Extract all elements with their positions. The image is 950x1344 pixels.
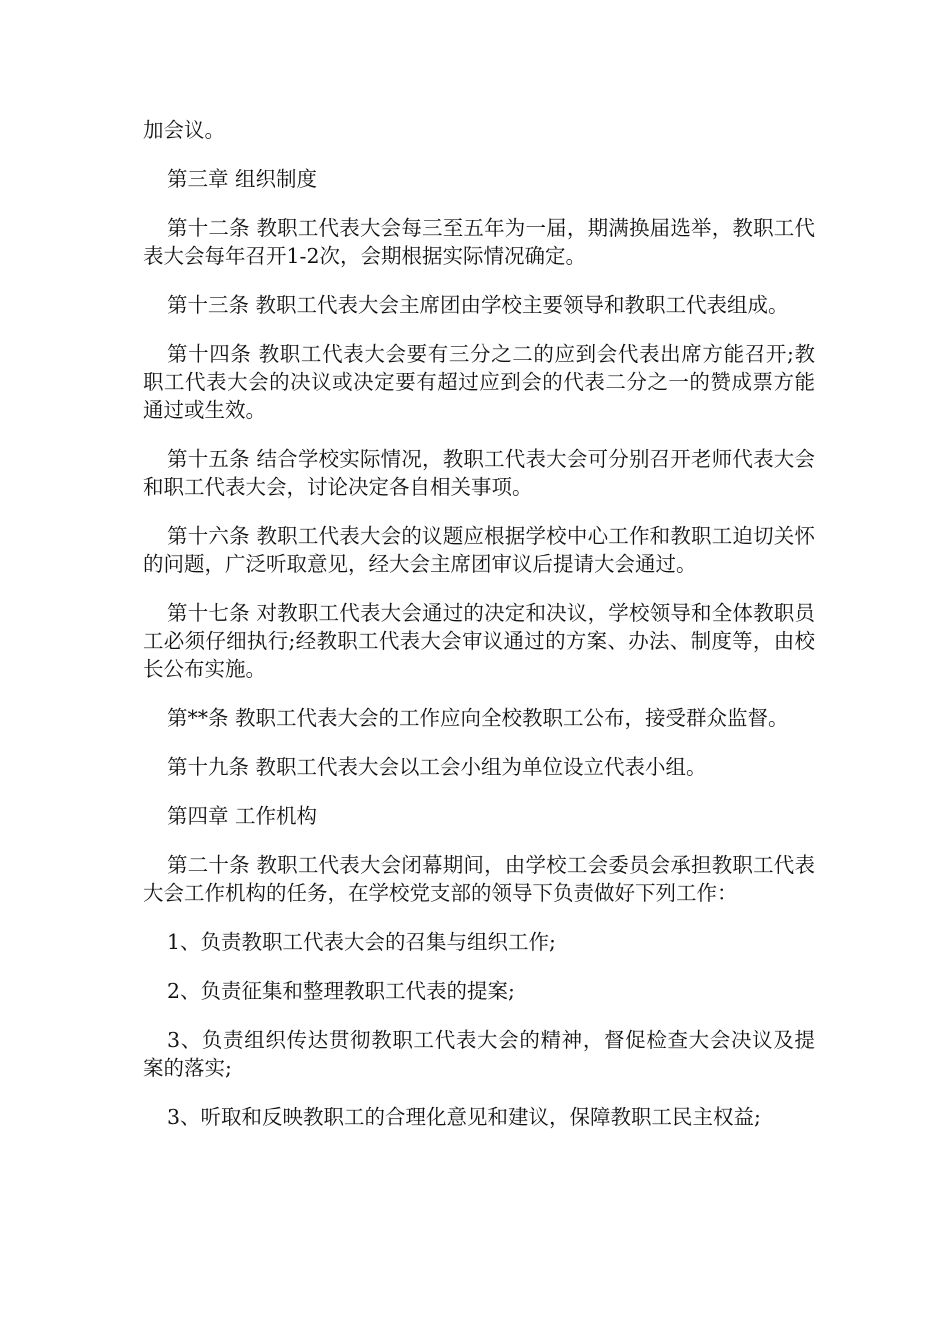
list-item: 2、负责征集和整理教职工代表的提案; (167, 979, 515, 1003)
article-paragraph: 第十二条 教职工代表大会每三至五年为一届，期满换届选举，教职工代表大会每年召开1-2次，会期根据实际情况确定。 (143, 216, 815, 268)
article-paragraph: 第十五条 结合学校实际情况，教职工代表大会可分别召开老师代表大会和职工代表大会，讨论决定各自相关事项。 (143, 447, 815, 499)
article-paragraph: 第十九条 教职工代表大会以工会小组为单位设立代表小组。 (167, 755, 707, 779)
article-paragraph: 第十七条 对教职工代表大会通过的决定和决议，学校领导和全体教职员工必须仔细执行;经教职工代表大会审议通过的方案、办法、制度等，由校长公布实施。 (143, 601, 815, 681)
chapter-heading: 第四章 工作机构 (167, 804, 318, 828)
list-item: 1、负责教职工代表大会的召集与组织工作; (167, 930, 556, 954)
paragraph-continuation: 加会议。 (143, 118, 225, 142)
list-item: 3、听取和反映教职工的合理化意见和建议，保障教职工民主权益; (167, 1105, 761, 1129)
list-item: 3、负责组织传达贯彻教职工代表大会的精神，督促检查大会决议及提案的落实; (143, 1028, 815, 1080)
article-paragraph: 第二十条 教职工代表大会闭幕期间，由学校工会委员会承担教职工代表大会工作机构的任务，在学校党支部的领导下负责做好下列工作： (143, 853, 815, 905)
article-paragraph: 第十六条 教职工代表大会的议题应根据学校中心工作和教职工迫切关怀的问题，广泛听取意见，经大会主席团审议后提请大会通过。 (143, 524, 815, 576)
article-paragraph: 第**条 教职工代表大会的工作应向全校教职工公布，接受群众监督。 (167, 706, 789, 730)
document-body (143, 116, 815, 1152)
article-paragraph: 第十三条 教职工代表大会主席团由学校主要领导和教职工代表组成。 (167, 293, 789, 317)
chapter-heading: 第三章 组织制度 (167, 167, 318, 191)
article-paragraph: 第十四条 教职工代表大会要有三分之二的应到会代表出席方能召开;教职工代表大会的决议或决定要有超过应到会的代表二分之一的赞成票方能通过或生效。 (143, 342, 815, 422)
